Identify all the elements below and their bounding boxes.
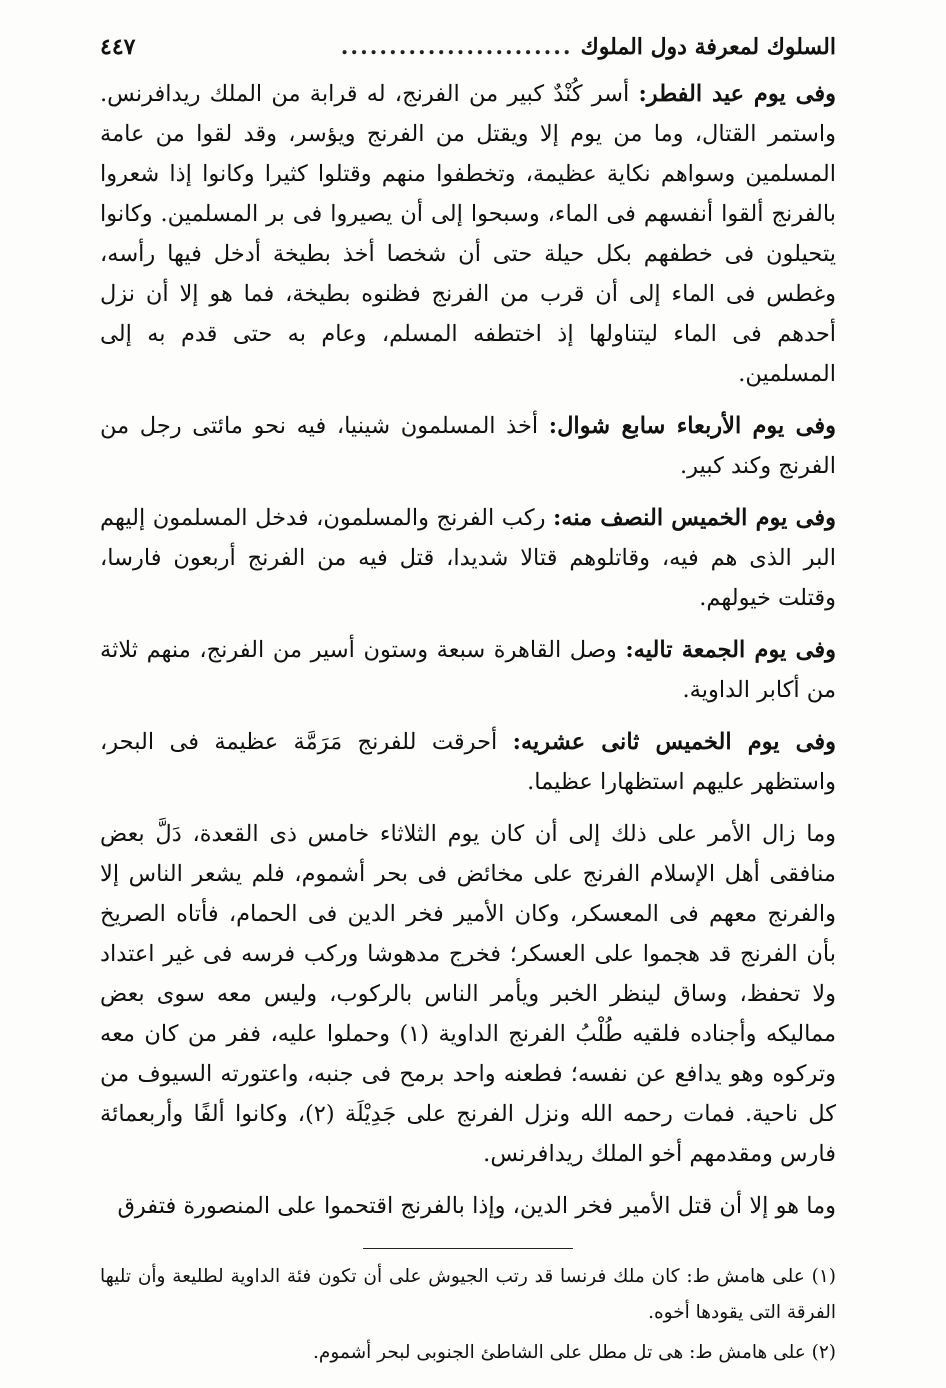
main-text (100, 74, 836, 1226)
book-title: السلوك لمعرفة دول الملوك (580, 34, 836, 60)
page-number: ٤٤٧ (100, 34, 136, 60)
paragraph-body: أخذ المسلمون شينيا، فيه نحو مائتى رجل من الفرنج وكند كبير. (100, 413, 836, 479)
leader-dots: ........................ (340, 34, 573, 60)
paragraph-body: ركب الفرنج والمسلمون، فدخل المسلمون إليهم البر الذى هم فيه، وقاتلوهم قتالا شديدا، قتل فيه من الفرنج أربعون فارسا، وقتلت خيولهم. (100, 505, 836, 611)
footnote-2: (٢) على هامش ط: هى تل مطل على الشاطئ الجنوبى لبحر أشموم. (313, 1342, 836, 1363)
paragraph-body: وصل القاهرة سبعة وستون أسير من الفرنج، منهم ثلاثة من أكابر الداوية. (100, 637, 836, 703)
paragraph-body: أحرقت للفرنج مَرَمَّة عظيمة فى البحر، واستظهر عليهم استظهارا عظيما. (100, 729, 836, 795)
paragraph-body: وما زال الأمر على ذلك إلى أن كان يوم الثلاثاء خامس ذى القعدة، دَلَّ بعض منافقى أهل الإسلام الفرنج على مخائض فى بحر أشموم، فلم يشعر الناس إلا والفرنج معهم فى المعسكر، وكان الأمير فخر الدين فى الحمام، فأتاه الصريخ بأن الفرنج قد هجموا على العسكر؛ فخرج مدهوشا وركب فرسه فى غير اعتداد ولا تحفظ، وساق لينظر الخبر ويأمر الناس بالركوب، وليس معه سوى بعض مماليكه وأجناده فلقيه طُلْبُ الفرنج الداوية (١) وحملوا عليه، ففر من كان معه وتركوه وهو يدافع عن نفسه؛ فطعنه واحد برمح فى جنبه، واعتورته السيوف من كل ناحية. فمات رحمه الله ونزل الفرنج على جَدِيْلَة (٢)، وكانوا ألفًا وأربعمائة فارس ومقدمهم أخو الملك ريدافرنس. (100, 821, 837, 1167)
paragraph-thursday-mid (100, 498, 836, 618)
paragraph-wednesday-shawwal (100, 406, 836, 486)
footnote-divider (363, 1248, 573, 1249)
paragraph-mansura (100, 1186, 836, 1226)
paragraph-lead: وفى يوم الخميس ثانى عشريه: (512, 729, 836, 755)
paragraph-lead: وفى يوم الأربعاء سابع شوال: (548, 413, 836, 439)
paragraph-fakhr-aldin (100, 814, 836, 1174)
paragraph-body: وما هو إلا أن قتل الأمير فخر الدين، وإذا بالفرنج اقتحموا على المنصورة فتفرق (117, 1193, 836, 1219)
running-header (100, 30, 836, 68)
footnote-1: (١) على هامش ط: كان ملك فرنسا قد رتب الجيوش على أن تكون فئة الداوية لطليعة وأن تليها الفرقة التى يقودها أخوه. (100, 1266, 836, 1323)
paragraph-lead: وفى يوم الخميس النصف منه: (552, 505, 836, 531)
paragraph-friday-next (100, 630, 836, 710)
paragraph-body: أسر كُنْدٌ كبير من الفرنج، له قرابة من الملك ريدافرنس. واستمر القتال، وما من يوم إلا ويقتل من الفرنج ويؤسر، وقد لقوا من عامة المسلمين وسواهم نكاية عظيمة، وتخطفوا منهم وقتلوا كثيرا وكانوا إذا شعروا بالفرنج ألقوا أنفسهم فى الماء، وسبحوا إلى أن يصيروا فى بر المسلمين. وكانوا يتحيلون فى خطفهم بكل حيلة حتى أن شخصا أخذ بطيخة أدخل فيها رأسه، وغطس فى الماء إلى أن قرب من الفرنج فظنوه بطيخة، فما هو إلا أن نزل أحدهم فى الماء ليتناولها إذ اختطفه المسلم، وعام به حتى قدم به إلى المسلمين. (100, 81, 836, 387)
footnotes (100, 1259, 836, 1371)
paragraph-thursday-22 (100, 722, 836, 802)
paragraph-lead: وفى يوم الجمعة تاليه: (625, 637, 836, 663)
paragraph-eid-alfitr (100, 74, 836, 394)
paragraph-lead: وفى يوم عيد الفطر: (638, 81, 836, 107)
